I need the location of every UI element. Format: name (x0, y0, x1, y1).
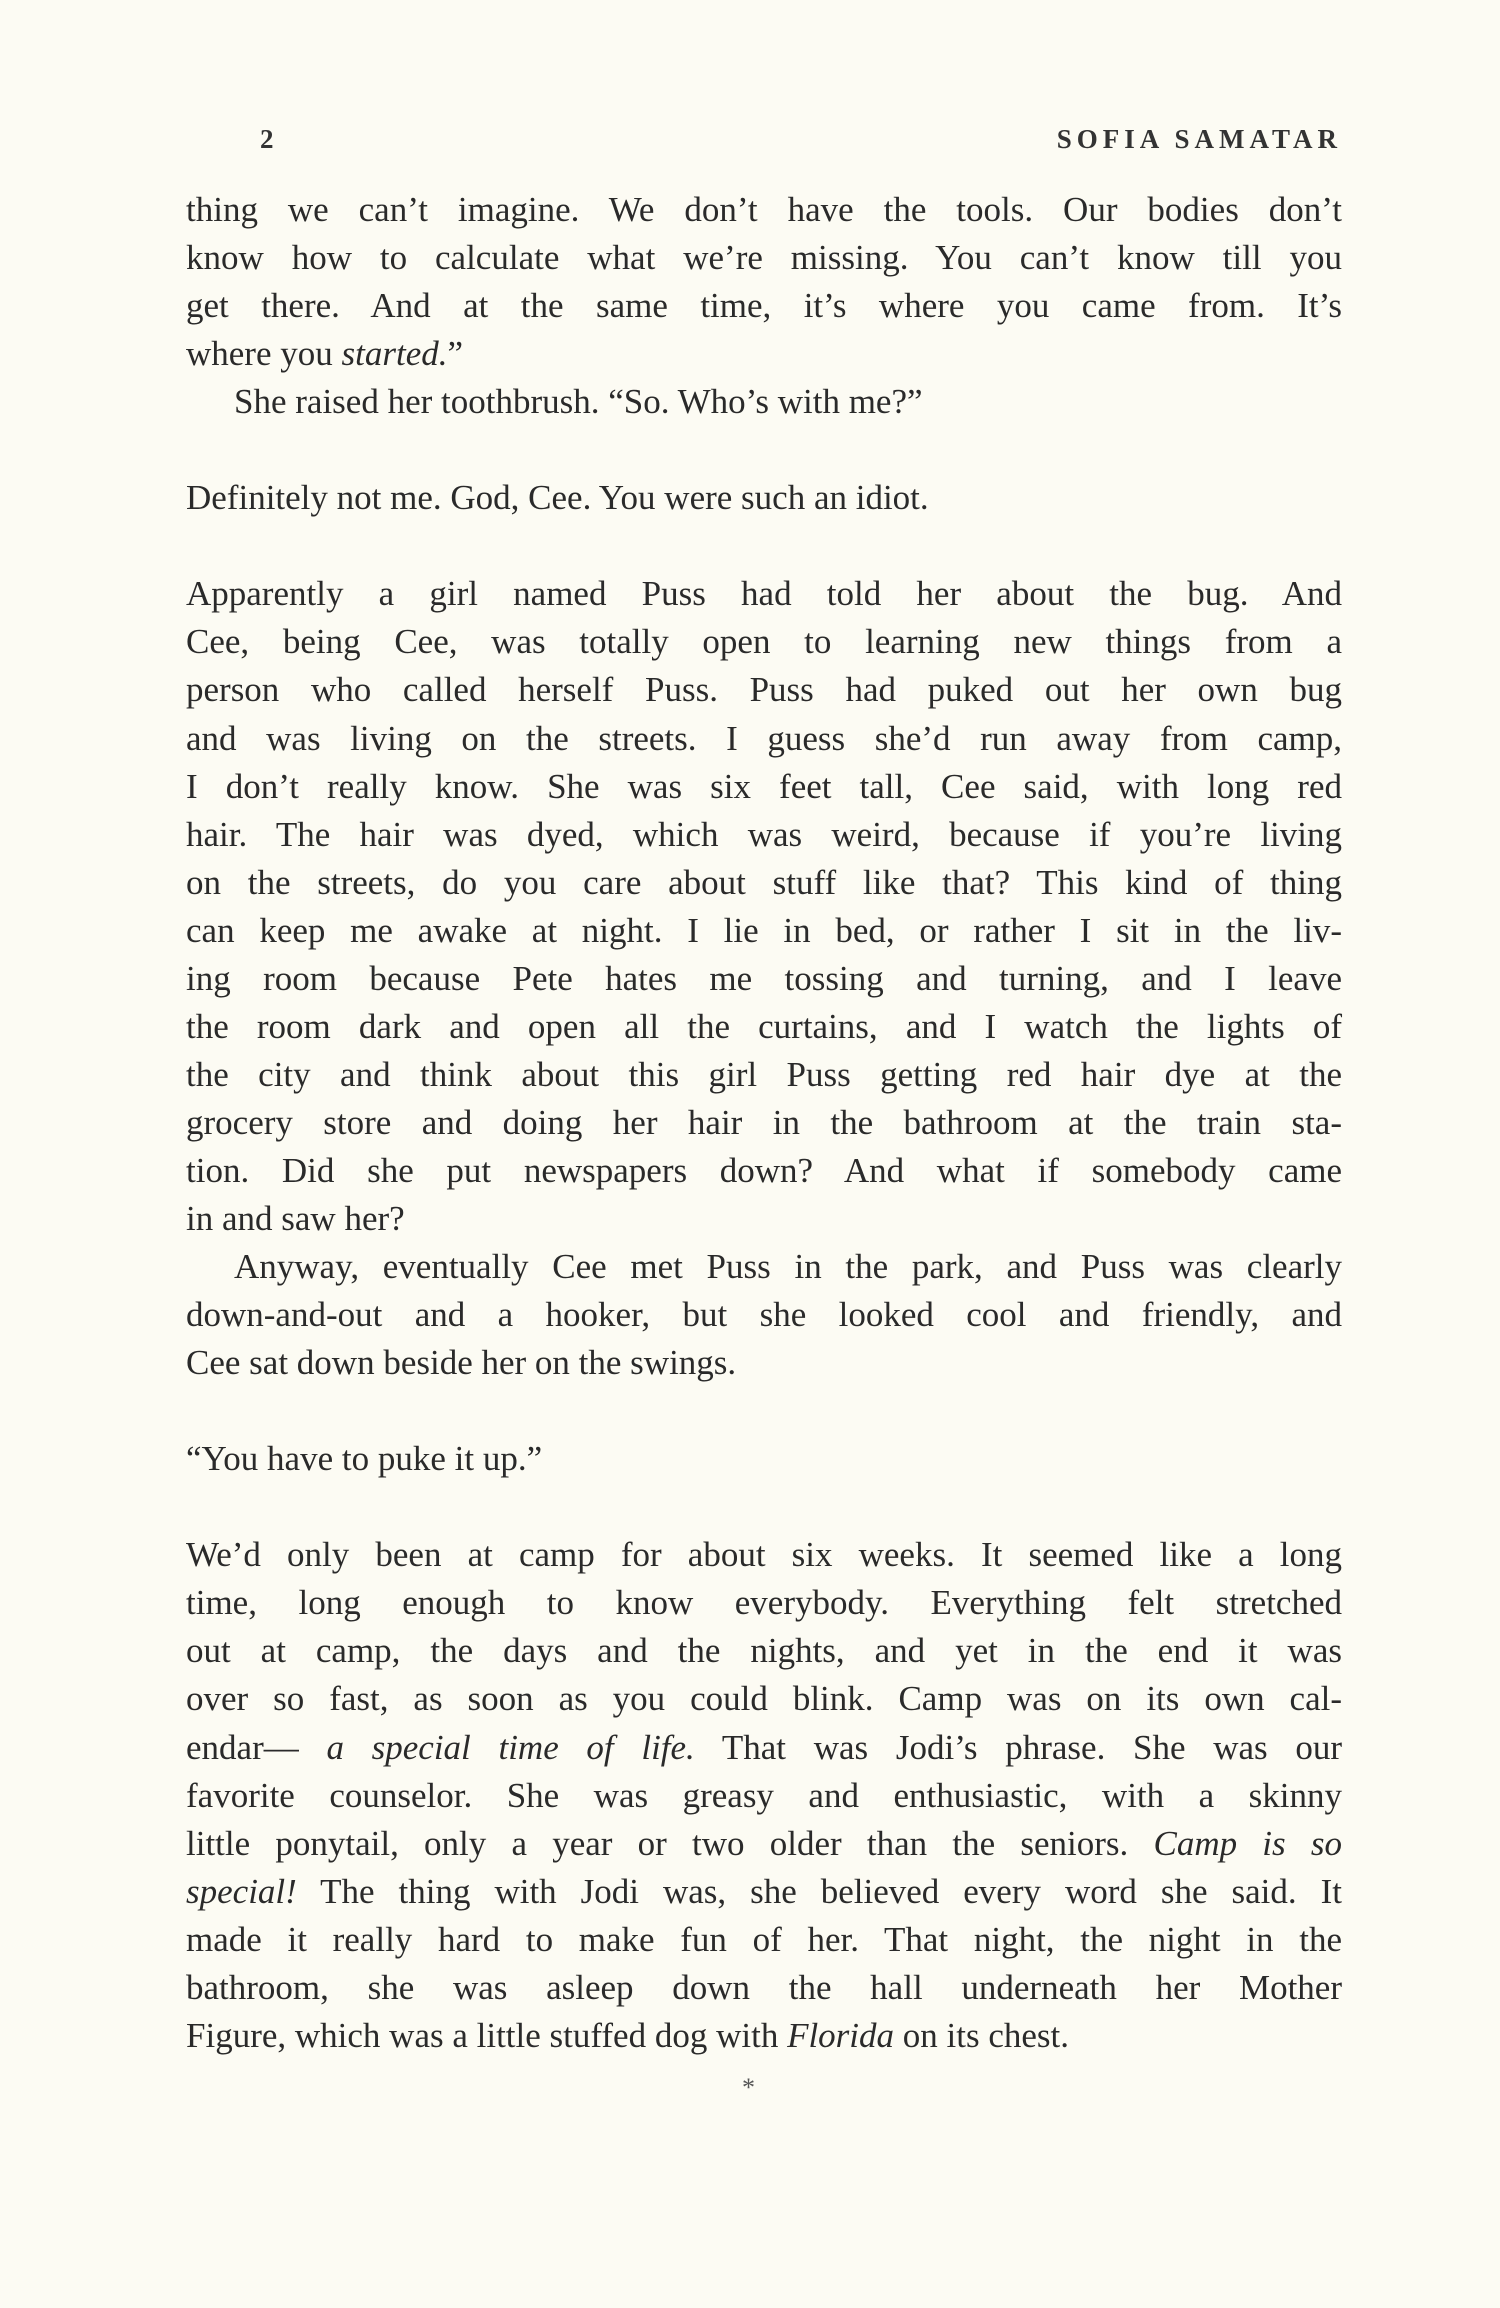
text-segment: The thing with Jodi was, she believed every word she said. It (296, 1871, 1342, 1911)
text-segment: on the streets, do you care about stuff like that? This kind of thing (186, 862, 1342, 902)
text-line (186, 474, 1342, 522)
running-head: SOFIA SAMATAR (1056, 124, 1342, 154)
text-segment: bathroom, she was asleep down the hall underneath her Mother (186, 1967, 1342, 2007)
text-segment: made it really hard to make fun of her. That night, the night in the (186, 1919, 1342, 1959)
text-segment: where you (186, 334, 342, 374)
text-segment: Cee, being Cee, was totally open to learning new things from a (186, 622, 1342, 662)
text-line (186, 1868, 1342, 1916)
text-segment: thing we can’t imagine. We don’t have the tools. Our bodies don’t (186, 190, 1342, 229)
text-segment: We’d only been at camp for about six weeks. It seemed like a long (186, 1535, 1342, 1575)
text-segment: the city and think about this girl Puss getting red hair dye at the (186, 1054, 1342, 1094)
text-line (186, 186, 1342, 234)
text-segment: Apparently a girl named Puss had told her about the bug. And (186, 574, 1342, 614)
text-line (186, 1820, 1342, 1868)
text-segment: out at camp, the days and the nights, and yet in the end it was (186, 1631, 1342, 1671)
text-line (186, 570, 1342, 618)
text-line (186, 1147, 1342, 1195)
text-segment: down-and-out and a hooker, but she looked cool and friendly, and (186, 1295, 1342, 1335)
text-segment: Anyway, eventually Cee met Puss in the park, and Puss was clearly (234, 1247, 1342, 1287)
text-line (186, 1291, 1342, 1339)
blank-line (186, 1387, 1342, 1435)
text-segment: the room dark and open all the curtains, and I watch the lights of (186, 1006, 1342, 1046)
text-line (186, 955, 1342, 1003)
text-line (186, 907, 1342, 955)
text-segment: can keep me awake at night. I lie in bed, or rather I sit in the liv- (186, 910, 1342, 950)
italic-text: Florida (787, 2015, 895, 2055)
italic-text: special! (186, 1871, 297, 1911)
text-line (186, 1195, 1342, 1243)
text-segment: grocery store and doing her hair in the bathroom at the train sta- (186, 1102, 1342, 1142)
text-segment: on its chest. (894, 2015, 1070, 2055)
text-line (186, 1916, 1342, 1964)
text-segment: ” (447, 334, 464, 374)
text-segment: Cee sat down beside her on the swings. (186, 1343, 737, 1383)
text-line (186, 1772, 1342, 1820)
body-text (186, 186, 1342, 2060)
text-line (186, 1675, 1342, 1723)
text-segment: little ponytail, only a year or two older than the seniors. (186, 1823, 1154, 1863)
text-line (186, 1243, 1342, 1291)
page-number: 2 (260, 124, 274, 154)
text-segment: She raised her toothbrush. “So. Who’s with me?” (234, 382, 923, 422)
text-segment: over so fast, as soon as you could blink. Camp was on its own cal- (186, 1679, 1342, 1719)
text-line (186, 282, 1342, 330)
text-line (186, 666, 1342, 714)
blank-line (186, 1483, 1342, 1531)
text-segment: in and saw her? (186, 1198, 405, 1238)
text-line (186, 234, 1342, 282)
text-line (186, 1531, 1342, 1579)
text-segment: know how to calculate what we’re missing. You can’t know till you (186, 238, 1342, 278)
blank-line (186, 522, 1342, 570)
text-segment: favorite counselor. She was greasy and enthusiastic, with a skinny (186, 1775, 1342, 1815)
text-line (186, 1339, 1342, 1387)
text-line (186, 2012, 1342, 2060)
text-segment: tion. Did she put newspapers down? And what if somebody came (186, 1150, 1342, 1190)
text-line (186, 1099, 1342, 1147)
text-line (186, 1051, 1342, 1099)
text-segment: That was Jodi’s phrase. She was our (694, 1727, 1343, 1767)
text-line (186, 1435, 1342, 1483)
text-segment: hair. The hair was dyed, which was weird, because if you’re living (186, 814, 1342, 854)
section-break-ornament: * (742, 2073, 755, 2102)
italic-text: Camp is so (1153, 1823, 1342, 1863)
text-line (186, 811, 1342, 859)
text-segment: “You have to puke it up.” (186, 1439, 543, 1479)
text-line (186, 1627, 1342, 1675)
text-segment: time, long enough to know everybody. Everything felt stretched (186, 1583, 1342, 1623)
text-line (186, 330, 1342, 378)
italic-text: started. (341, 334, 448, 374)
text-line (186, 859, 1342, 907)
text-segment: person who called herself Puss. Puss had puked out her own bug (186, 670, 1342, 710)
text-segment: Figure, which was a little stuffed dog with (186, 2015, 788, 2055)
text-line (186, 715, 1342, 763)
text-segment: I don’t really know. She was six feet tall, Cee said, with long red (186, 766, 1342, 806)
text-line (186, 378, 1342, 426)
text-line (186, 1964, 1342, 2012)
text-segment: get there. And at the same time, it’s where you came from. It’s (186, 286, 1342, 326)
blank-line (186, 426, 1342, 474)
text-segment: Definitely not me. God, Cee. You were such an idiot. (186, 478, 929, 518)
italic-text: a special time of life. (326, 1727, 695, 1767)
text-line (186, 1724, 1342, 1772)
text-segment: ing room because Pete hates me tossing and turning, and I leave (186, 958, 1342, 998)
text-line (186, 763, 1342, 811)
text-line (186, 1003, 1342, 1051)
text-line (186, 618, 1342, 666)
text-line (186, 1579, 1342, 1627)
text-segment: and was living on the streets. I guess she’d run away from camp, (186, 718, 1342, 758)
text-segment: endar— (186, 1727, 327, 1767)
